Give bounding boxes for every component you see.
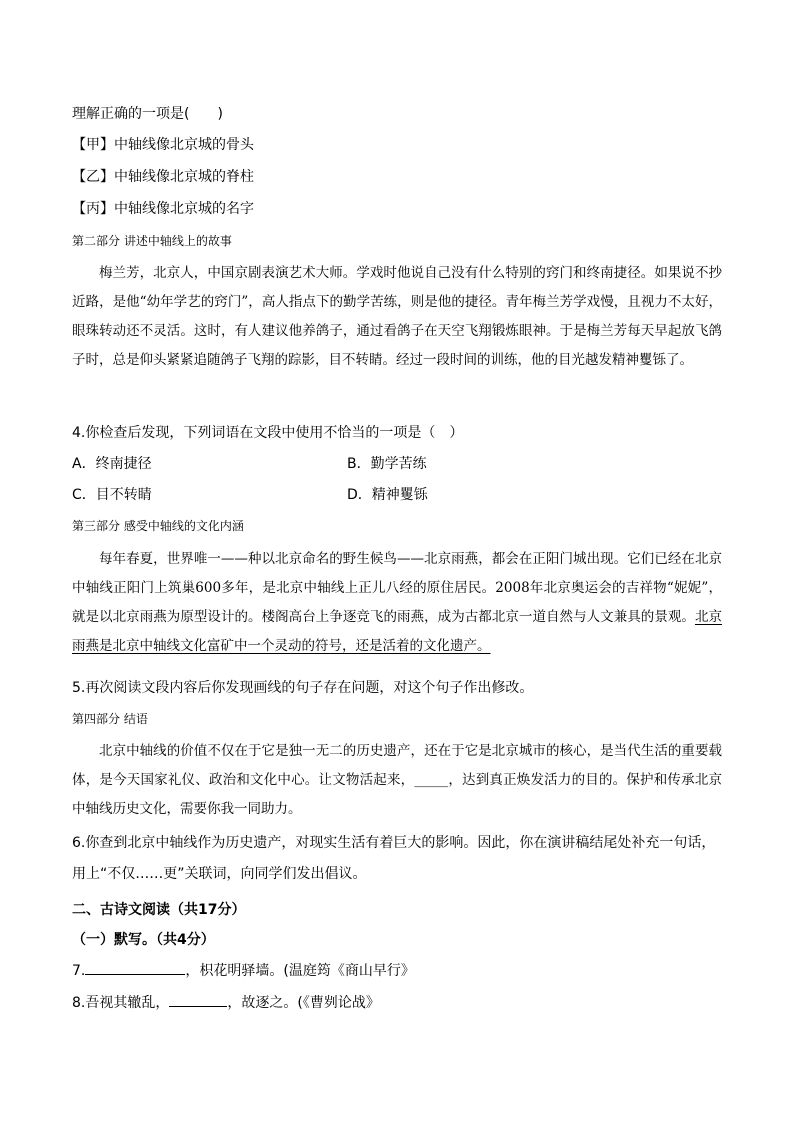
part4-text-before: 北京中轴线的价值不仅在于它是独一无二的历史遗产，还在于它是北京城市的核心，是当代生活的重要载体，是今天国家礼仪、政治和文化中心。让文物活起来， [72,743,722,788]
q7-text: ，枳花明驿墙。(温庭筠《商山早行》 [185,963,415,979]
q7-answer-blank[interactable] [85,961,185,975]
underlined-sentence: 北京雨燕是北京中轴线文化富矿中一个灵动的符号，还是活着的文化遗产。 [72,609,723,654]
q3-option-jia: 【甲】中轴线像北京城的骨头 [72,137,254,153]
part3-paragraph-text: 每年春夏，世界唯一——种以北京命名的野生候鸟——北京雨燕，都会在正阳门城出现。它们已经在北京中轴线正阳门上筑巢600多年，是北京中轴线上正儿八经的原住居民。2008年北京奥运会的吉祥物“妮妮”，就是以北京雨燕为原型设计的。楼阁高台上争逐竞飞的雨燕，成为古都北京一道自然与人文兼具的景观。 [72,551,722,625]
q3-stem: 理解正确的一项是( ) [72,106,223,122]
part3-paragraph [72,545,722,661]
part3-heading: 第三部分 感受中轴线的文化内涵 [72,519,244,533]
q3-option-yi: 【乙】中轴线像北京城的脊柱 [72,169,254,185]
part2-paragraph: 梅兰芳，北京人，中国京剧表演艺术大师。学戏时他说自己没有什么特别的窍门和终南捷径。如果说不抄近路，是他“幼年学艺的窍门”，高人指点下的勤学苦练，则是他的捷径。青年梅兰芳学戏慢，且视力不太好，眼珠转动还不灵活。这时，有人建议他养鸽子，通过看鸽子在天空飞翔锻炼眼神。于是梅兰芳每天早起放飞鸽子时，总是仰头紧紧追随鸽子飞翔的踪影，目不转睛。经过一段时间的训练，他的目光越发精神矍铄了。 [72,265,722,368]
part4-heading: 第四部分 结语 [72,712,148,726]
q7-number: 7. [72,963,86,979]
q4-stem: 4.你检查后发现，下列词语在文段中使用不恰当的一项是（ ） [72,425,464,441]
q4-option-a: A．终南捷径 [72,456,152,472]
q7-line [72,960,415,980]
q8-suffix: ，故逐之。(《曹刿论战》 [227,995,380,1011]
q8-answer-blank[interactable] [169,993,227,1007]
part4-blank: _____ [414,772,449,788]
q4-option-b: B．勤学苦练 [347,456,427,472]
q4-option-c: C．目不转睛 [72,487,152,503]
q6-stem: 6.你查到北京中轴线作为历史遗产，对现实生活有着巨大的影响。因此，你在演讲稿结尾处补充一句话，用上“不仅……更”关联词，向同学们发出倡议。 [72,835,716,882]
part4-text-after: ，达到真正焕发活力的目的。保护和传承北京中轴线历史文化，需要你我一同助力。 [72,772,723,817]
q8-prefix: 8.吾视其辙乱， [72,995,170,1011]
part4-paragraph [72,737,722,824]
q5-stem: 5.再次阅读文段内容后你发现画线的句子存在问题，对这个句子作出修改。 [72,680,534,696]
part2-heading: 第二部分 讲述中轴线上的故事 [72,234,232,248]
q4-option-d: D．精神矍铄 [347,487,428,503]
section2-subtitle: （一）默写。（共4分） [72,932,215,948]
section2-title: 二、古诗文阅读（共17分） [72,902,246,918]
q3-option-bing: 【丙】中轴线像北京城的名字 [72,201,254,217]
q8-line [72,992,380,1012]
